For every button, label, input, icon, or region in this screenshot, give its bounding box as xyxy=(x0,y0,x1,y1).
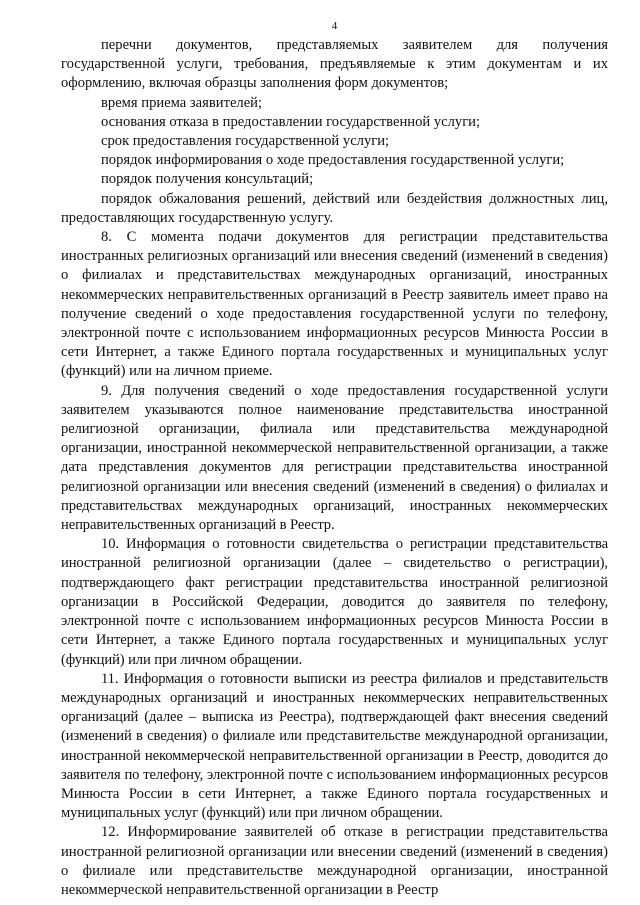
paragraph-11: 11. Информация о готовности выписки из реестра филиалов и представительств международных организаций и иностранных некоммерческих неправительственных организаций (далее – выписка из Реестра), подтверждающей факт внесения сведений (изменений в сведения) о филиале или представительстве международной организации, иностранной некоммерческой неправительственной организации в Реестр, доводится до заявителя по телефону, электронной почте с использованием информационных ресурсов Минюста России в сети Интернет, а также Единого портала государственных и муниципальных услуг (функций) или при личном обращении. xyxy=(61,670,608,822)
paragraph-appeal-procedure: порядок обжалования решений, действий или бездействия должностных лиц, предоставляющих государственную услугу. xyxy=(61,190,608,226)
paragraph-service-term: срок предоставления государственной услуги; xyxy=(101,133,390,150)
paragraph-informing-procedure: порядок информирования о ходе предоставления государственной услуги; xyxy=(101,152,565,169)
paragraph-refusal-grounds: основания отказа в предоставлении государственной услуги; xyxy=(101,113,481,130)
paragraph-consultations: порядок получения консультаций; xyxy=(101,171,314,188)
paragraph-8: 8. С момента подачи документов для регистрации представительства иностранных религиозных организаций или внесения сведений (изменений в сведения) о филиалах и представительствах международных организаций, иностранных некоммерческих неправительственных организаций в Реестр заявитель имеет право на получение сведений о ходе предоставления государственной услуги по телефону, электронной почте с использованием информационных ресурсов Минюста России в сети Интернет, а также Единого портала государственных и муниципальных услуг (функций) или на личном приеме. xyxy=(61,229,609,380)
paragraph-9: 9. Для получения сведений о ходе предоставления государственной услуги заявителем указываются полное наименование представительства иностранной религиозной организации, филиала или представительства международной организации, иностранной некоммерческой неправительственной организации, а также дата представления документов для регистрации представительства иностранной религиозной организации или внесения сведений (изменений в сведения) о филиалах и представительствах международных организаций, иностранных некоммерческих неправительственных организаций в Реестр. xyxy=(61,382,608,534)
paragraph-documents-list: перечни документов, представляемых заявителем для получения государственной услуги, требования, предъявляемые к этим документам и их оформлению, включая образцы заполнения форм документов; xyxy=(61,37,608,92)
paragraph-12: 12. Информирование заявителей об отказе в регистрации представительства иностранной религиозной организации или внесении сведений (изменений в сведения) о филиале или представительстве международной организации, иностранной некоммерческой неправительственной организации в Реестр xyxy=(61,824,608,898)
document-body xyxy=(61,36,608,900)
paragraph-reception-time: время приема заявителей; xyxy=(101,94,263,111)
paragraph-10: 10. Информация о готовности свидетельства о регистрации представительства иностранной религиозной организации (далее – свидетельство о регистрации), подтверждающего факт регистрации представительства иностранной религиозной организации в Российской Федерации, доводится до заявителя по телефону, электронной почте с использованием информационных ресурсов Минюста России в сети Интернет, а также Единого портала государственных и муниципальных услуг (функций) или при личном обращении. xyxy=(61,536,608,668)
page-number: 4 xyxy=(331,20,338,32)
